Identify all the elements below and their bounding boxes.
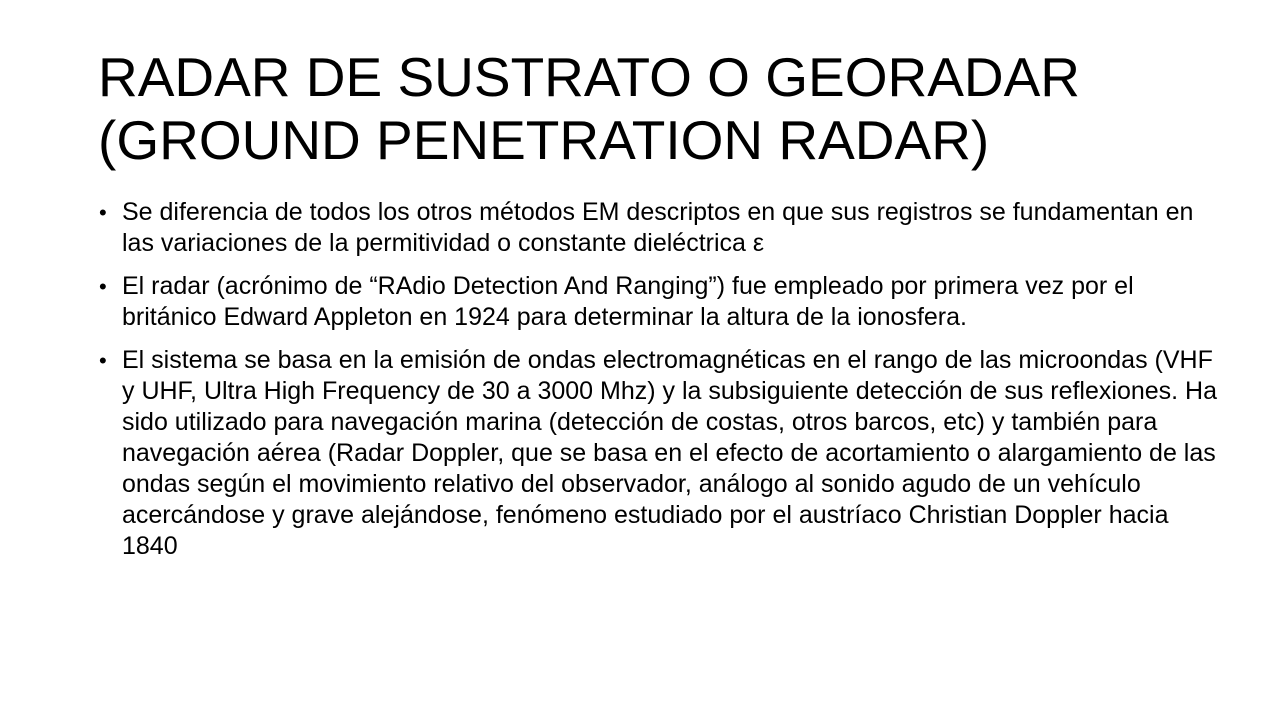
bullet-text: Se diferencia de todos los otros métodos EM descriptos en que sus registros se fundamentan en las variaciones de la permitividad o constante dieléctrica ε bbox=[122, 198, 1194, 257]
bullet-dot-icon: • bbox=[99, 274, 107, 299]
bullet-dot-icon: • bbox=[99, 200, 107, 225]
bullet-item bbox=[98, 271, 1228, 333]
bullet-list bbox=[98, 197, 1228, 574]
bullet-text: El radar (acrónimo de “RAdio Detection And Ranging”) fue empleado por primera vez por el británico Edward Appleton en 1924 para determinar la altura de la ionosfera. bbox=[122, 272, 1134, 331]
slide-title-line-1: RADAR DE SUSTRATO O GEORADAR bbox=[98, 46, 1080, 108]
bullet-item bbox=[98, 197, 1228, 259]
bullet-item bbox=[98, 345, 1228, 562]
slide-title bbox=[98, 46, 1218, 172]
bullet-text: El sistema se basa en la emisión de ondas electromagnéticas en el rango de las microondas (VHF y UHF, Ultra High Frequency de 30 a 3000 Mhz) y la subsiguiente detección de sus reflexiones. Ha sido utilizado para navegación marina (detección de costas, otros barcos, etc) y también para navegación aérea (Radar Doppler, que se basa en el efecto de acortamiento o alargamiento de las ondas según el movimiento relativo del observador, análogo al sonido agudo de un vehículo acercándose y grave alejándose, fenómeno estudiado por el austríaco Christian Doppler hacia 1840 bbox=[122, 346, 1218, 560]
slide-title-line-2: (GROUND PENETRATION RADAR) bbox=[98, 109, 990, 171]
bullet-dot-icon: • bbox=[99, 348, 107, 373]
